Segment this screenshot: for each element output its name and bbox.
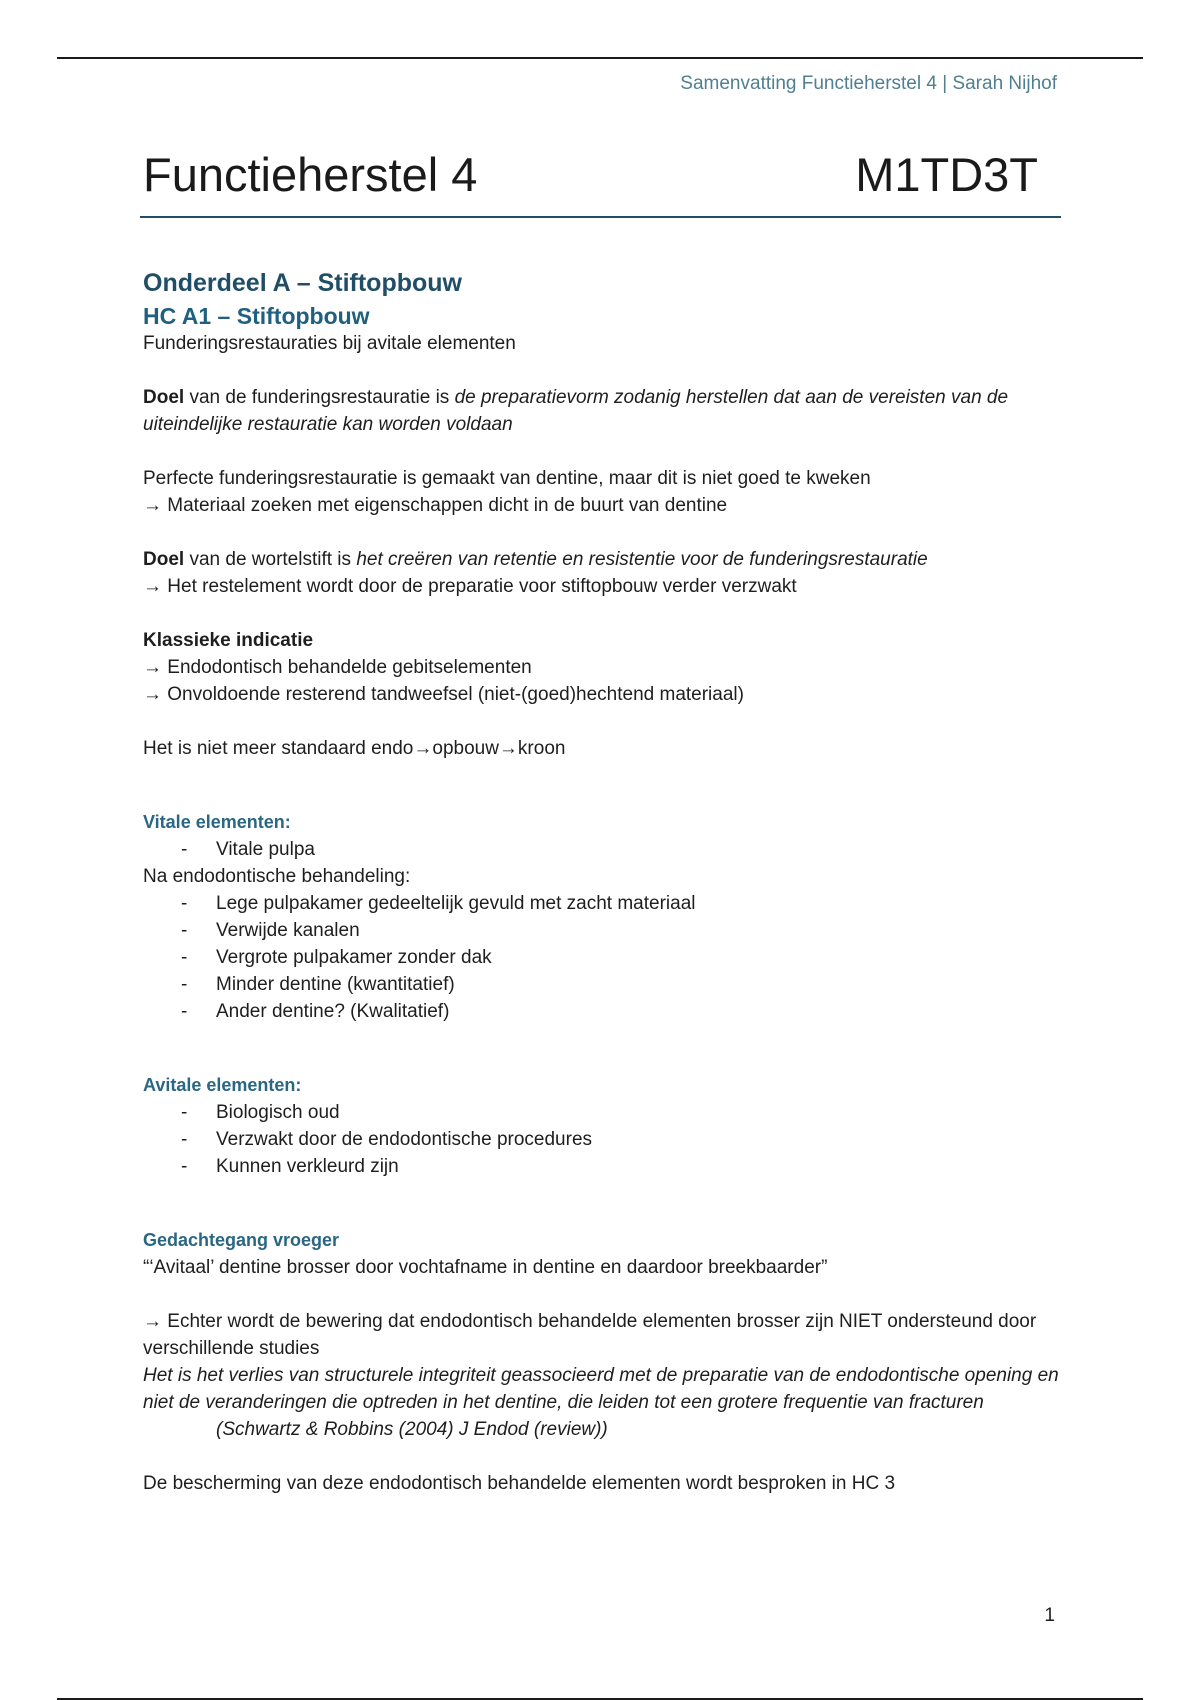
title-rule <box>140 216 1061 218</box>
gedachtegang-line: → Echter wordt de bewering dat endodontisch behandelde elementen brosser zijn NIET ondersteund door verschillende studies <box>143 1311 1037 1359</box>
list-item: - Vergrote pulpakamer zonder dak <box>143 944 1063 971</box>
gedachtegang-quote: “‘Avitaal’ dentine brosser door vochtafname in dentine en daardoor breekbaarder” <box>143 1257 828 1278</box>
list-item: - Lege pulpakamer gedeeltelijk gevuld met zacht materiaal <box>143 890 1063 917</box>
doel-italic: het creëren van retentie en resistentie voor de funderingsrestauratie <box>356 549 928 570</box>
gedachtegang-heading: Gedachtegang vroeger <box>143 1230 340 1250</box>
doel-text: van de wortelstift is <box>184 549 357 570</box>
gedachtegang-italic: Het is het verlies van structurele integriteit geassocieerd met de preparatie van de endodontische opening en niet de veranderingen die optreden in het dentine, die leiden tot een grotere frequentie van fracturen <box>143 1365 1059 1413</box>
perfect-arrow-line: → Materiaal zoeken met eigenschappen dicht in de buurt van dentine <box>143 495 728 516</box>
doel-wortelstift <box>143 546 1063 573</box>
doel-arrow-line: → Het restelement wordt door de preparatie voor stiftopbouw verder verzwakt <box>143 576 797 597</box>
doel-label: Doel <box>143 549 185 570</box>
list-item: - Vitale pulpa <box>143 836 1063 863</box>
vitale-after-title: Na endodontische behandeling: <box>143 866 411 887</box>
indicatie-heading: Klassieke indicatie <box>143 630 314 651</box>
section-heading: Onderdeel A – Stiftopbouw <box>143 269 462 297</box>
list-item: - Ander dentine? (Kwalitatief) <box>143 998 1063 1025</box>
avitale-list <box>143 1099 1063 1180</box>
vitale-heading: Vitale elementen: <box>143 812 291 832</box>
avitale-heading: Avitale elementen: <box>143 1075 302 1095</box>
list-item: - Verzwakt door de endodontische procedures <box>143 1126 1063 1153</box>
vitale-list <box>143 836 1063 863</box>
course-code: M1TD3T <box>855 148 1038 201</box>
endo-list <box>143 890 1063 1025</box>
top-rule <box>57 57 1143 59</box>
list-item: - Verwijde kanalen <box>143 917 1063 944</box>
list-item: - Biologisch oud <box>143 1099 1063 1126</box>
citation: (Schwartz & Robbins (2004) J Endod (review)) <box>216 1419 608 1440</box>
doel-funderingsrestauratie <box>143 384 1063 438</box>
lecture-subtitle: Funderingsrestauraties bij avitale elementen <box>143 333 516 354</box>
document-title: Functieherstel 4 <box>143 148 478 201</box>
standard-line: Het is niet meer standaard endo→opbouw→kroon <box>143 738 566 759</box>
list-item: - Minder dentine (kwantitatief) <box>143 971 1063 998</box>
perfect-line: Perfecte funderingsrestauratie is gemaakt van dentine, maar dit is niet goed te kweken <box>143 468 871 489</box>
page-number: 1 <box>1044 1605 1055 1626</box>
list-item: - Kunnen verkleurd zijn <box>143 1153 1063 1180</box>
final-line: De bescherming van deze endodontisch behandelde elementen wordt besproken in HC 3 <box>143 1473 896 1494</box>
running-header: Samenvatting Functieherstel 4 | Sarah Nijhof <box>680 73 1057 94</box>
doel-label: Doel <box>143 387 185 408</box>
doel-italic: de preparatievorm zodanig herstellen dat aan de vereisten van de uiteindelijke restauratie kan worden voldaan <box>143 387 1009 435</box>
doel-text: van de funderingsrestauratie is <box>184 387 455 408</box>
lecture-heading: HC A1 – Stiftopbouw <box>143 303 370 329</box>
document-body <box>143 264 1063 1497</box>
indicatie-item: → Endodontisch behandelde gebitselementen <box>143 657 532 678</box>
indicatie-item: → Onvoldoende resterend tandweefsel (niet-(goed)hechtend materiaal) <box>143 684 744 705</box>
